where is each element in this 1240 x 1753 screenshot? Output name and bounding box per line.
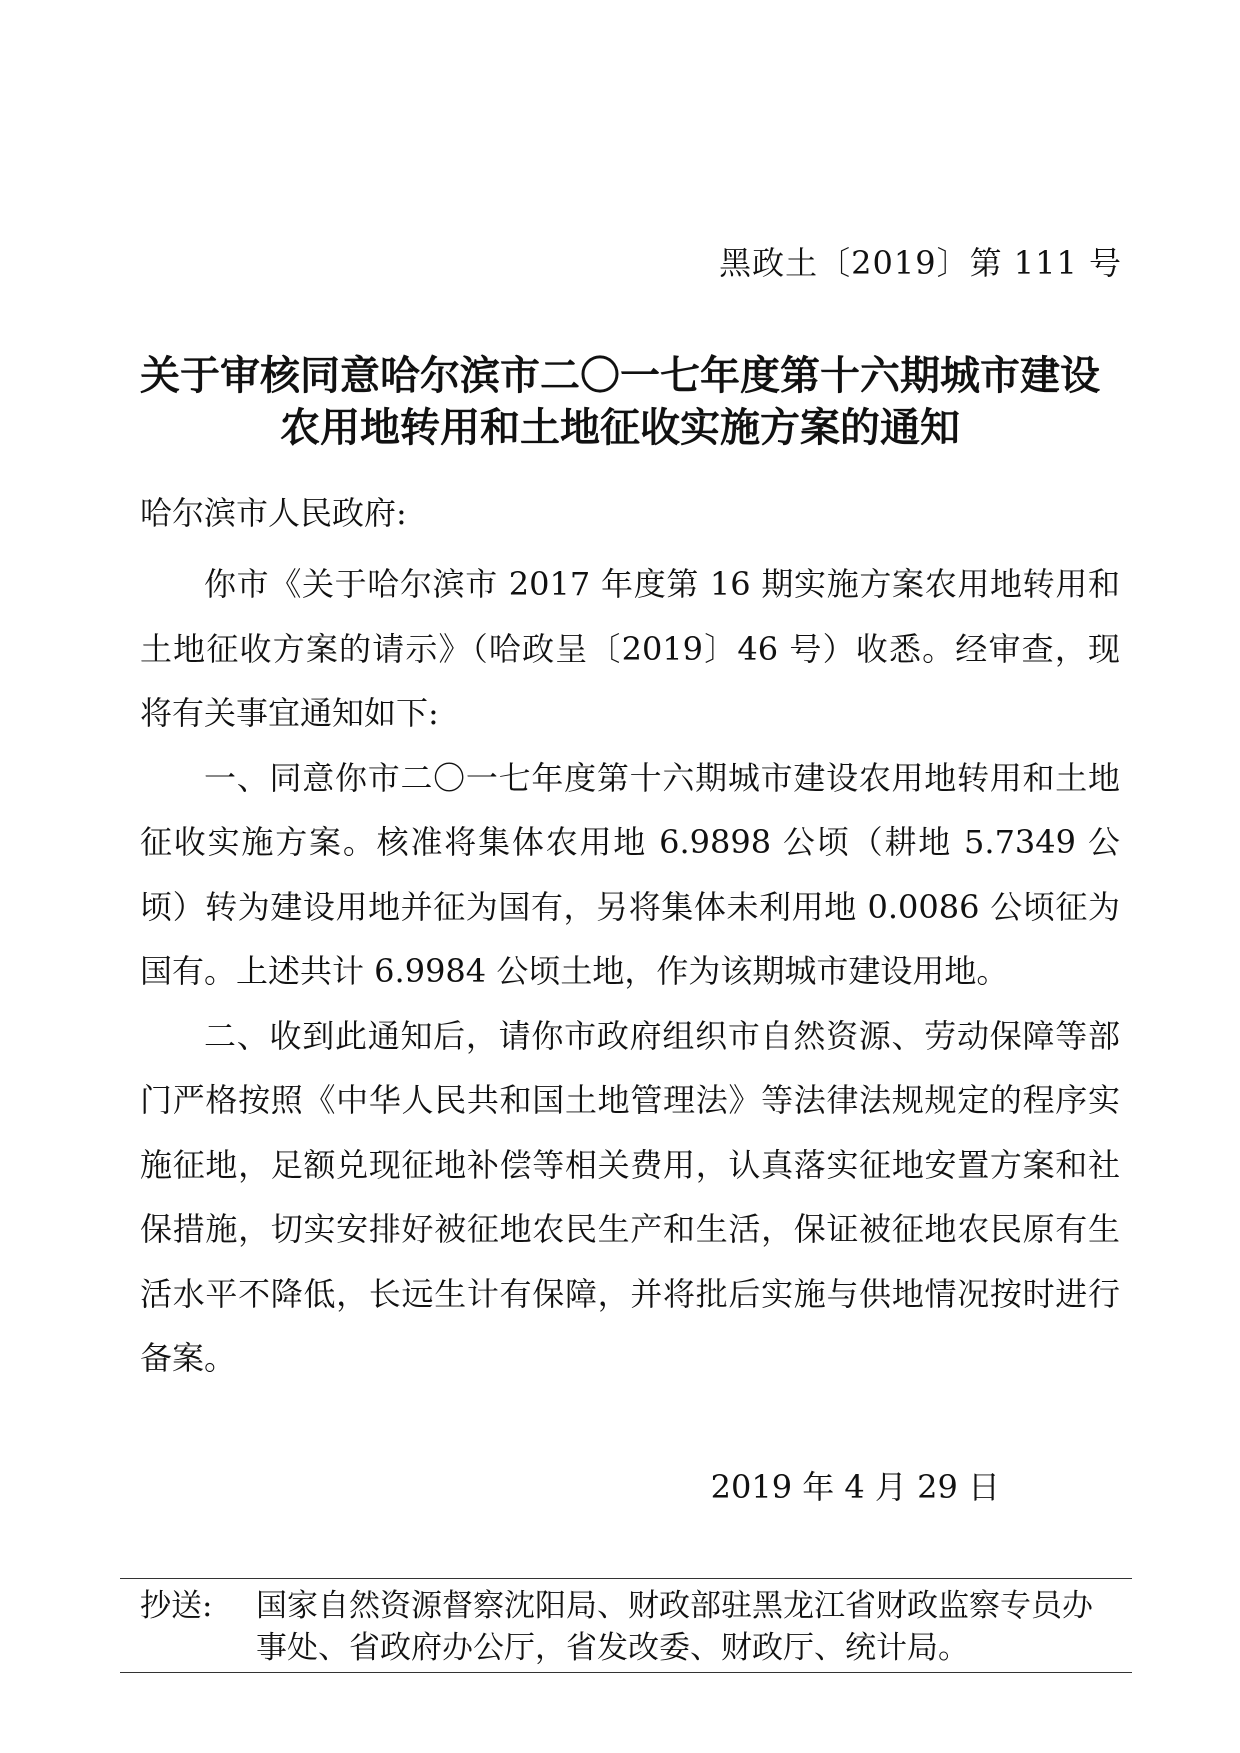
cc-bottom-divider (120, 1672, 1132, 1673)
title-line-2: 农用地转用和土地征收实施方案的通知 (280, 405, 960, 451)
cc-top-divider (120, 1578, 1132, 1579)
issue-date: 2019 年 4 月 29 日 (710, 1468, 1000, 1506)
paragraph-item-2: 二、收到此通知后，请你市政府组织市自然资源、劳动保障等部门严格按照《中华人民共和国土地管理法》等法律法规规定的程序实施征地，足额兑现征地补偿等相关费用，认真落实征地安置方案和社保措施，切实安排好被征地农民生产和生活，保证被征地农民原有生活水平不降低，长远生计有保障，并将批后实施与供地情况按时进行备案。 (140, 1016, 1120, 1377)
document-title (120, 350, 1120, 454)
cc-label: 抄送: (140, 1588, 213, 1624)
paragraph-intro: 你市《关于哈尔滨市 2017 年度第 16 期实施方案农用地转用和土地征收方案的请示》（哈政呈〔2019〕46 号）收悉。经审查，现将有关事宜通知如下: (140, 565, 1120, 732)
addressee: 哈尔滨市人民政府: (140, 494, 407, 532)
cc-recipients: 国家自然资源督察沈阳局、财政部驻黑龙江省财政监察专员办事处、省政府办公厅，省发改委、财政厅、统计局。 (256, 1588, 1093, 1666)
document-body (140, 552, 1120, 1391)
document-number: 黑政土〔2019〕第 111 号 (719, 244, 1122, 282)
paragraph-item-1: 一、同意你市二〇一七年度第十六期城市建设农用地转用和土地征收实施方案。核准将集体农用地 6.9898 公顷（耕地 5.7349 公顷）转为建设用地并征为国有，另将集体未利用地 0.0086 公顷征为国有。上述共计 6.9984 公顷土地，作为该期城市建设用地。 (140, 758, 1120, 990)
title-line-1: 关于审核同意哈尔滨市二〇一七年度第十六期城市建设 (140, 353, 1100, 399)
cc-block (140, 1585, 1120, 1669)
